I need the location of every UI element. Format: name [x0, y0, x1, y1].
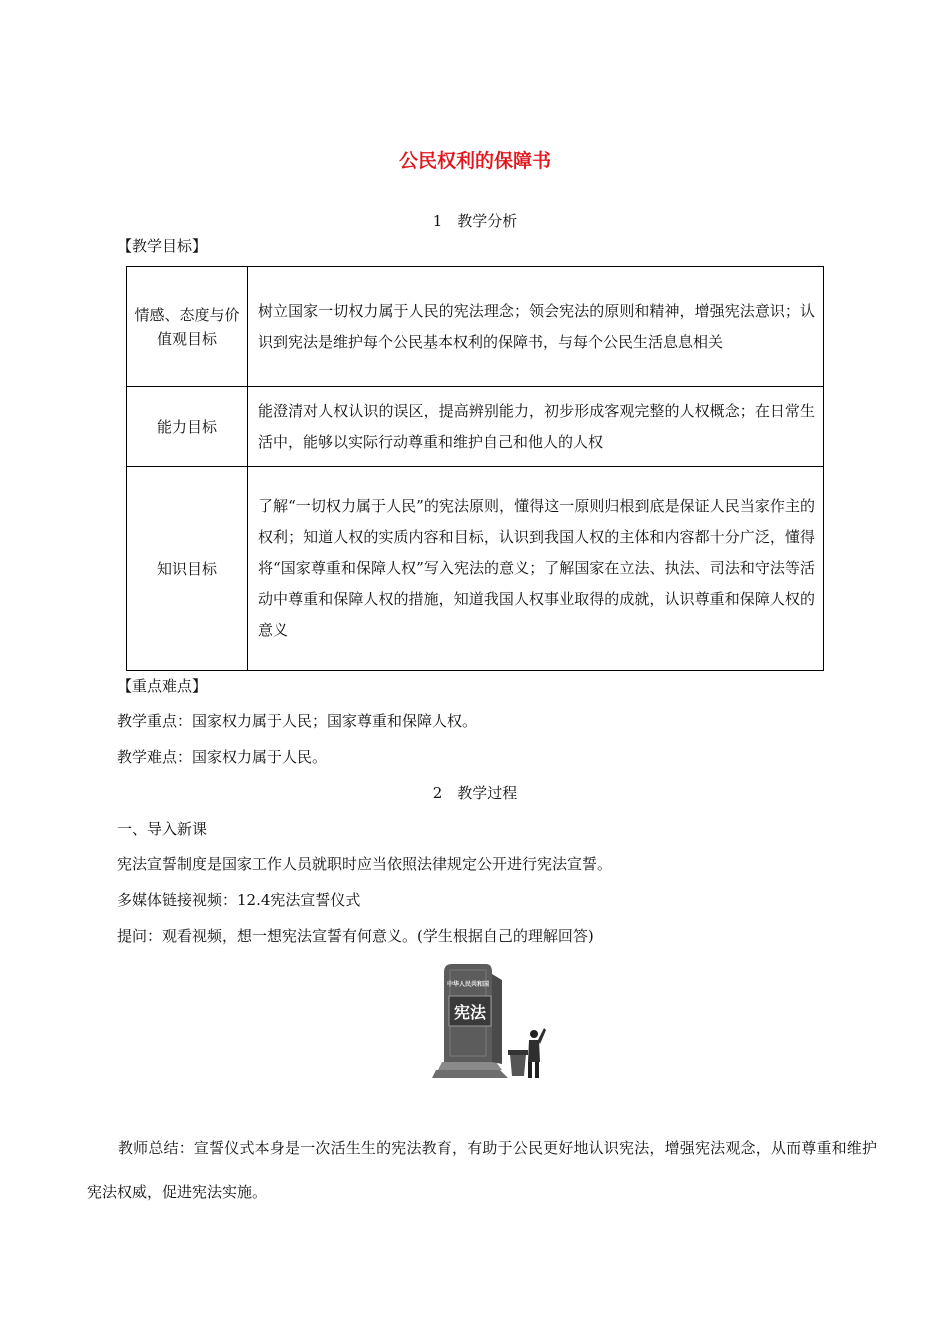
teaching-goals-table	[126, 266, 824, 671]
monument-base	[432, 1070, 508, 1078]
section-1-heading: 1 教学分析	[432, 212, 518, 230]
goal-label-text: 情感、态度与价值观目标	[134, 305, 240, 348]
goal-label	[127, 267, 248, 387]
goal-content: 树立国家一切权力属于人民的宪法理念；领会宪法的原则和精神，增强宪法意识；认识到宪法是维护每个公民基本权利的保障书，与每个公民生活息息相关	[248, 267, 824, 387]
teacher-summary: 教师总结：宣誓仪式本身是一次活生生的宪法教育，有助于公民更好地认识宪法，增强宪法观念，从而尊重和维护宪法权威，促进宪法实施。	[87, 1139, 877, 1201]
section-2-heading: 2 教学过程	[432, 784, 518, 802]
keypoints-heading: 【重点难点】	[117, 677, 208, 695]
part-1-heading: 一、导入新课	[117, 820, 208, 838]
goal-content: 能澄清对人权认识的误区，提高辨别能力，初步形成客观完整的人权概念；在日常生活中，能够以实际行动尊重和维护自己和他人的人权	[248, 387, 824, 467]
difficult-point: 教学难点：国家权力属于人民。	[117, 748, 328, 766]
tablet-small-text: 中华人民共和国	[446, 981, 490, 988]
media-link: 多媒体链接视频：12.4宪法宣誓仪式	[117, 891, 361, 909]
question-text: 提问：观看视频，想一想宪法宣誓有何意义。(学生根据自己的理解回答)	[117, 927, 594, 945]
monument-side	[492, 974, 502, 1064]
intro-text: 宪法宣誓制度是国家工作人员就职时应当依照法律规定公开进行宪法宣誓。	[117, 855, 613, 873]
constitution-oath-illustration	[430, 958, 552, 1082]
table-row	[127, 267, 824, 387]
podium	[510, 1054, 526, 1076]
document-title: 公民权利的保障书	[398, 150, 551, 172]
goal-label	[127, 387, 248, 467]
key-point: 教学重点：国家权力属于人民；国家尊重和保障人权。	[117, 712, 478, 730]
tablet-big-text: 宪法	[453, 1003, 487, 1022]
goal-label-text: 能力目标	[156, 417, 217, 436]
goal-label	[127, 467, 248, 671]
goal-label-text: 知识目标	[156, 559, 217, 578]
table-row	[127, 387, 824, 467]
monument-step	[438, 1062, 502, 1070]
goal-content: 了解“一切权力属于人民”的宪法原则，懂得这一原则归根到底是保证人民当家作主的权利；知道人权的实质内容和目标，认识到我国人权的主体和内容都十分广泛，懂得将“国家尊重和保障人权”写入宪法的意义；了解国家在立法、执法、司法和守法等活动中尊重和保障人权的措施，知道我国人权事业取得的成就，认识尊重和保障人权的意义	[248, 467, 824, 671]
podium-top	[508, 1050, 528, 1055]
goals-heading: 【教学目标】	[117, 237, 208, 255]
table-row	[127, 467, 824, 671]
